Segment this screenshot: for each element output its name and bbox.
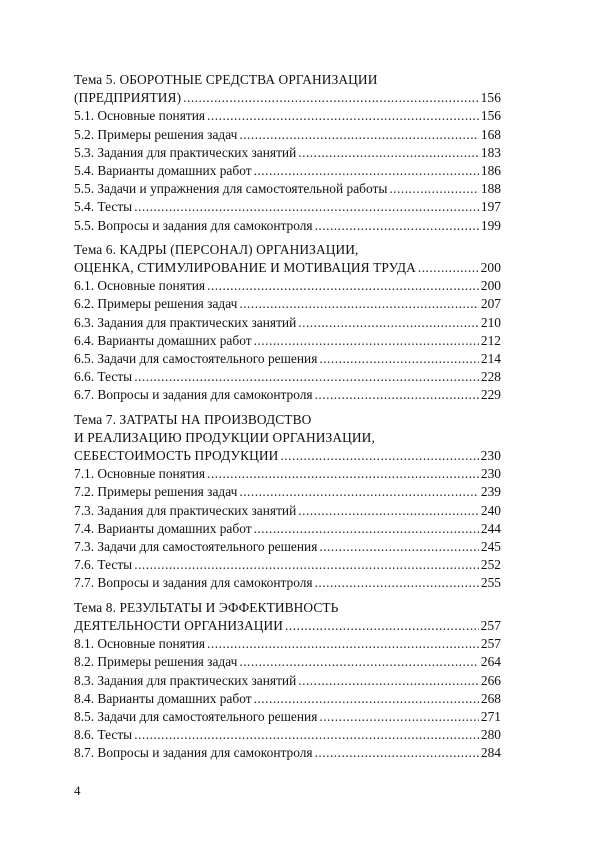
entry-title: 6.6. Тесты — [74, 369, 133, 385]
section-heading-text: ДЕЯТЕЛЬНОСТИ ОРГАНИЗАЦИИ — [74, 617, 284, 633]
entry-title: 7.6. Тесты — [74, 557, 133, 573]
toc-section — [74, 411, 501, 593]
dot-leader — [298, 314, 479, 332]
entry-title: 6.3. Задания для практических занятий — [74, 314, 297, 330]
entry-title: 7.3. Задачи для самостоятельного решения — [74, 539, 318, 555]
dot-leader — [319, 350, 479, 368]
section-heading-line — [74, 71, 501, 89]
toc-entry[interactable] — [74, 483, 501, 501]
dot-leader — [315, 574, 479, 592]
entry-title: 7.7. Вопросы и задания для самоконтроля — [74, 575, 313, 591]
section-heading-entry[interactable] — [74, 89, 501, 107]
dot-leader — [254, 332, 479, 350]
entry-title: 6.7. Вопросы и задания для самоконтроля — [74, 387, 313, 403]
entry-title: 8.3. Задания для практических занятий — [74, 672, 297, 688]
section-heading-text: И РЕАЛИЗАЦИЮ ПРОДУКЦИИ ОРГАНИЗАЦИИ, — [74, 429, 375, 445]
toc-section — [74, 599, 501, 763]
dot-leader — [239, 653, 479, 671]
dot-leader — [319, 538, 479, 556]
dot-leader — [298, 144, 479, 162]
entry-page-number: 197 — [480, 199, 501, 215]
toc-entry[interactable] — [74, 144, 501, 162]
dot-leader — [134, 556, 479, 574]
toc-entry[interactable] — [74, 386, 501, 404]
toc-entry[interactable] — [74, 556, 501, 574]
toc-entry[interactable] — [74, 180, 501, 198]
section-heading-text: Тема 8. РЕЗУЛЬТАТЫ И ЭФФЕКТИВНОСТЬ — [74, 599, 339, 615]
toc-section — [74, 71, 501, 235]
dot-leader — [207, 107, 479, 125]
page-number: 4 — [74, 783, 81, 798]
dot-leader — [418, 259, 479, 277]
dot-leader — [315, 744, 479, 762]
entry-page-number: 210 — [480, 314, 501, 330]
entry-page-number: 200 — [480, 260, 501, 276]
section-heading-text: СЕБЕСТОИМОСТЬ ПРОДУКЦИИ — [74, 448, 279, 464]
dot-leader — [207, 465, 479, 483]
toc-entry[interactable] — [74, 107, 501, 125]
entry-title: 8.1. Основные понятия — [74, 636, 206, 652]
toc-entry[interactable] — [74, 217, 501, 235]
dot-leader — [134, 198, 479, 216]
toc-entry[interactable] — [74, 538, 501, 556]
entry-page-number: 156 — [480, 90, 501, 106]
dot-leader — [254, 690, 479, 708]
entry-page-number: 244 — [480, 520, 501, 536]
entry-page-number: 252 — [480, 557, 501, 573]
toc-entry[interactable] — [74, 277, 501, 295]
section-heading-line — [74, 599, 501, 617]
section-heading-line — [74, 411, 501, 429]
entry-page-number: 212 — [480, 332, 501, 348]
toc-entry[interactable] — [74, 465, 501, 483]
dot-leader — [254, 520, 479, 538]
entry-title: 7.3. Задания для практических занятий — [74, 502, 297, 518]
dot-leader — [134, 368, 479, 386]
entry-title: 6.5. Задачи для самостоятельного решения — [74, 351, 318, 367]
toc-entry[interactable] — [74, 502, 501, 520]
entry-page-number: 255 — [480, 575, 501, 591]
entry-page-number: 230 — [480, 466, 501, 482]
dot-leader — [298, 672, 479, 690]
entry-page-number: 188 — [480, 181, 501, 197]
dot-leader — [298, 502, 479, 520]
toc-section — [74, 241, 501, 405]
entry-title: 5.4. Варианты домашних работ — [74, 163, 252, 179]
dot-leader — [280, 447, 478, 465]
section-heading-entry[interactable] — [74, 447, 501, 465]
entry-page-number: 266 — [480, 672, 501, 688]
entry-page-number: 257 — [480, 636, 501, 652]
entry-page-number: 200 — [480, 278, 501, 294]
dot-leader — [207, 277, 479, 295]
entry-page-number: 240 — [480, 502, 501, 518]
dot-leader — [239, 483, 479, 501]
entry-page-number: 257 — [480, 617, 501, 633]
entry-title: 6.2. Примеры решения задач — [74, 296, 238, 312]
entry-page-number: 245 — [480, 539, 501, 555]
toc-entry[interactable] — [74, 653, 501, 671]
entry-title: 5.3. Задания для практических занятий — [74, 144, 297, 160]
dot-leader — [239, 126, 479, 144]
dot-leader — [207, 635, 479, 653]
toc-entry[interactable] — [74, 350, 501, 368]
toc-entry[interactable] — [74, 314, 501, 332]
section-heading-entry[interactable] — [74, 617, 501, 635]
entry-title: 8.6. Тесты — [74, 727, 133, 743]
entry-page-number: 264 — [480, 654, 501, 670]
entry-page-number: 239 — [480, 484, 501, 500]
dot-leader — [319, 708, 479, 726]
toc-entry[interactable] — [74, 708, 501, 726]
toc-entry[interactable] — [74, 672, 501, 690]
entry-title: 8.4. Варианты домашних работ — [74, 690, 252, 706]
entry-page-number: 168 — [480, 126, 501, 142]
section-heading-entry[interactable] — [74, 259, 501, 277]
table-of-contents — [74, 71, 501, 769]
dot-leader — [315, 386, 479, 404]
toc-entry[interactable] — [74, 635, 501, 653]
toc-entry[interactable] — [74, 726, 501, 744]
entry-page-number: 186 — [480, 163, 501, 179]
entry-title: 7.2. Примеры решения задач — [74, 484, 238, 500]
toc-entry[interactable] — [74, 198, 501, 216]
entry-page-number: 207 — [480, 296, 501, 312]
dot-leader — [183, 89, 478, 107]
toc-entry[interactable] — [74, 126, 501, 144]
section-heading-text: Тема 5. ОБОРОТНЫЕ СРЕДСТВА ОРГАНИЗАЦИИ — [74, 72, 378, 87]
entry-page-number: 280 — [480, 727, 501, 743]
toc-entry[interactable] — [74, 295, 501, 313]
entry-page-number: 156 — [480, 108, 501, 124]
entry-page-number: 229 — [480, 387, 501, 403]
entry-page-number: 268 — [480, 690, 501, 706]
entry-page-number: 230 — [480, 448, 501, 464]
entry-title: 8.5. Задачи для самостоятельного решения — [74, 708, 318, 724]
toc-entry[interactable] — [74, 574, 501, 592]
dot-leader — [134, 726, 479, 744]
entry-page-number: 214 — [480, 351, 501, 367]
toc-entry[interactable] — [74, 744, 501, 762]
entry-title: 8.7. Вопросы и задания для самоконтроля — [74, 745, 313, 761]
entry-title: 5.4. Тесты — [74, 199, 133, 215]
entry-title: 7.1. Основные понятия — [74, 466, 206, 482]
dot-leader — [239, 295, 479, 313]
toc-entry[interactable] — [74, 368, 501, 386]
toc-entry[interactable] — [74, 162, 501, 180]
entry-title: 5.2. Примеры решения задач — [74, 126, 238, 142]
section-heading-text: Тема 7. ЗАТРАТЫ НА ПРОИЗВОДСТВО — [74, 411, 312, 427]
toc-entry[interactable] — [74, 332, 501, 350]
section-heading-text: ОЦЕНКА, СТИМУЛИРОВАНИЕ И МОТИВАЦИЯ ТРУДА — [74, 260, 416, 276]
section-heading-text: Тема 6. КАДРЫ (ПЕРСОНАЛ) ОРГАНИЗАЦИИ, — [74, 241, 359, 257]
section-heading-line — [74, 241, 501, 259]
dot-leader — [389, 180, 479, 198]
toc-entry[interactable] — [74, 520, 501, 538]
entry-title: 6.1. Основные понятия — [74, 278, 206, 294]
entry-title: 7.4. Варианты домашних работ — [74, 520, 252, 536]
section-heading-line — [74, 429, 501, 447]
entry-title: 5.5. Вопросы и задания для самоконтроля — [74, 217, 313, 233]
entry-title: 5.5. Задачи и упражнения для самостоятельной работы — [74, 181, 388, 197]
toc-entry[interactable] — [74, 690, 501, 708]
entry-page-number: 271 — [480, 708, 501, 724]
entry-title: 8.2. Примеры решения задач — [74, 654, 238, 670]
entry-page-number: 183 — [480, 144, 501, 160]
dot-leader — [254, 162, 479, 180]
section-heading-text: (ПРЕДПРИЯТИЯ) — [74, 90, 182, 106]
entry-page-number: 199 — [480, 217, 501, 233]
entry-title: 5.1. Основные понятия — [74, 108, 206, 124]
dot-leader — [315, 217, 479, 235]
entry-title: 6.4. Варианты домашних работ — [74, 332, 252, 348]
entry-page-number: 284 — [480, 745, 501, 761]
entry-page-number: 228 — [480, 369, 501, 385]
dot-leader — [285, 617, 479, 635]
